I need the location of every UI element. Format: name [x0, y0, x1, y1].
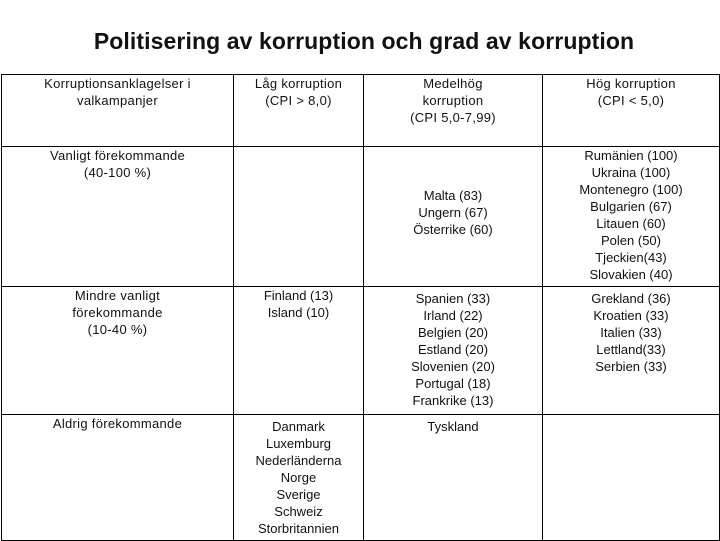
header-line: (CPI 5,0-7,99) [410, 110, 496, 125]
country-entry: Ukraina (100) [591, 165, 671, 180]
header-medium-corruption [364, 75, 543, 147]
country-entry: Italien (33) [600, 325, 662, 340]
row-label-line: Vanligt förekommande [49, 148, 186, 163]
header-high-corruption [543, 75, 720, 147]
header-line: valkampanjer [77, 93, 158, 108]
country-entry: Tyskland [427, 419, 479, 434]
cell-high-never [543, 415, 720, 541]
cell-medium-less-common [364, 287, 543, 415]
row-label-line: (40-100 %) [83, 165, 152, 180]
country-entry: Lettland(33) [596, 342, 666, 357]
header-line: Hög korruption [586, 76, 676, 91]
row-label-line: Mindre vanligt [74, 288, 161, 303]
row-label-common [2, 147, 234, 287]
header-line: Låg korruption [254, 76, 343, 91]
cell-high-common [543, 147, 720, 287]
header-low-corruption [234, 75, 364, 147]
page-title: Politisering av korruption och grad av korruption [93, 28, 635, 54]
country-entry: Belgien (20) [417, 325, 489, 340]
row-label-line: Aldrig förekommande [52, 416, 183, 431]
country-entry: Irland (22) [423, 308, 483, 323]
header-accusations [2, 75, 234, 147]
country-entry: Österrike (60) [413, 222, 493, 237]
country-entry: Frankrike (13) [412, 393, 494, 408]
row-label-line: (10-40 %) [87, 322, 148, 337]
country-entry: Estland (20) [417, 342, 489, 357]
table-row-never [2, 415, 720, 541]
corruption-table [1, 74, 720, 541]
country-entry: Danmark [272, 419, 325, 434]
cell-high-less-common [543, 287, 720, 415]
country-entry: Schweiz [274, 504, 323, 519]
country-entry: Nederländerna [255, 453, 342, 468]
header-line: Medelhög [423, 76, 483, 91]
country-entry: Litauen (60) [596, 216, 666, 231]
country-entry: Sverige [276, 487, 321, 502]
row-label-less-common [2, 287, 234, 415]
country-entry: Slovakien (40) [589, 267, 673, 282]
country-entry: Portugal (18) [415, 376, 491, 391]
country-entry: Montenegro (100) [579, 182, 683, 197]
header-line: (CPI < 5,0) [597, 93, 665, 108]
country-entry: Spanien (33) [415, 291, 491, 306]
table-row-less-common [2, 287, 720, 415]
country-entry: Tjeckien(43) [595, 250, 667, 265]
header-line: korruption [422, 93, 484, 108]
header-line: Korruptionsanklagelser i [44, 76, 191, 91]
cell-medium-never [364, 415, 543, 541]
cell-medium-common [364, 147, 543, 287]
country-entry: Malta (83) [423, 188, 483, 203]
country-entry: Luxemburg [265, 436, 332, 451]
cell-low-common [234, 147, 364, 287]
country-entry: Norge [280, 470, 317, 485]
country-entry: Ungern (67) [418, 205, 488, 220]
table-row-common [2, 147, 720, 287]
country-entry: Kroatien (33) [593, 308, 669, 323]
country-entry: Rumänien (100) [584, 148, 678, 163]
country-entry: Slovenien (20) [411, 359, 495, 374]
country-entry: Storbritannien [258, 521, 339, 536]
row-label-line: förekommande [72, 305, 163, 320]
header-line: (CPI > 8,0) [265, 93, 332, 108]
country-entry: Finland (13) [263, 288, 334, 303]
country-entry: Bulgarien (67) [590, 199, 672, 214]
cell-low-less-common [234, 287, 364, 415]
header-row [2, 75, 720, 147]
country-entry: Grekland (36) [591, 291, 671, 306]
country-entry: Serbien (33) [595, 359, 667, 374]
cell-low-never [234, 415, 364, 541]
country-entry: Island (10) [267, 305, 330, 320]
row-label-never [2, 415, 234, 541]
country-entry: Polen (50) [601, 233, 661, 248]
